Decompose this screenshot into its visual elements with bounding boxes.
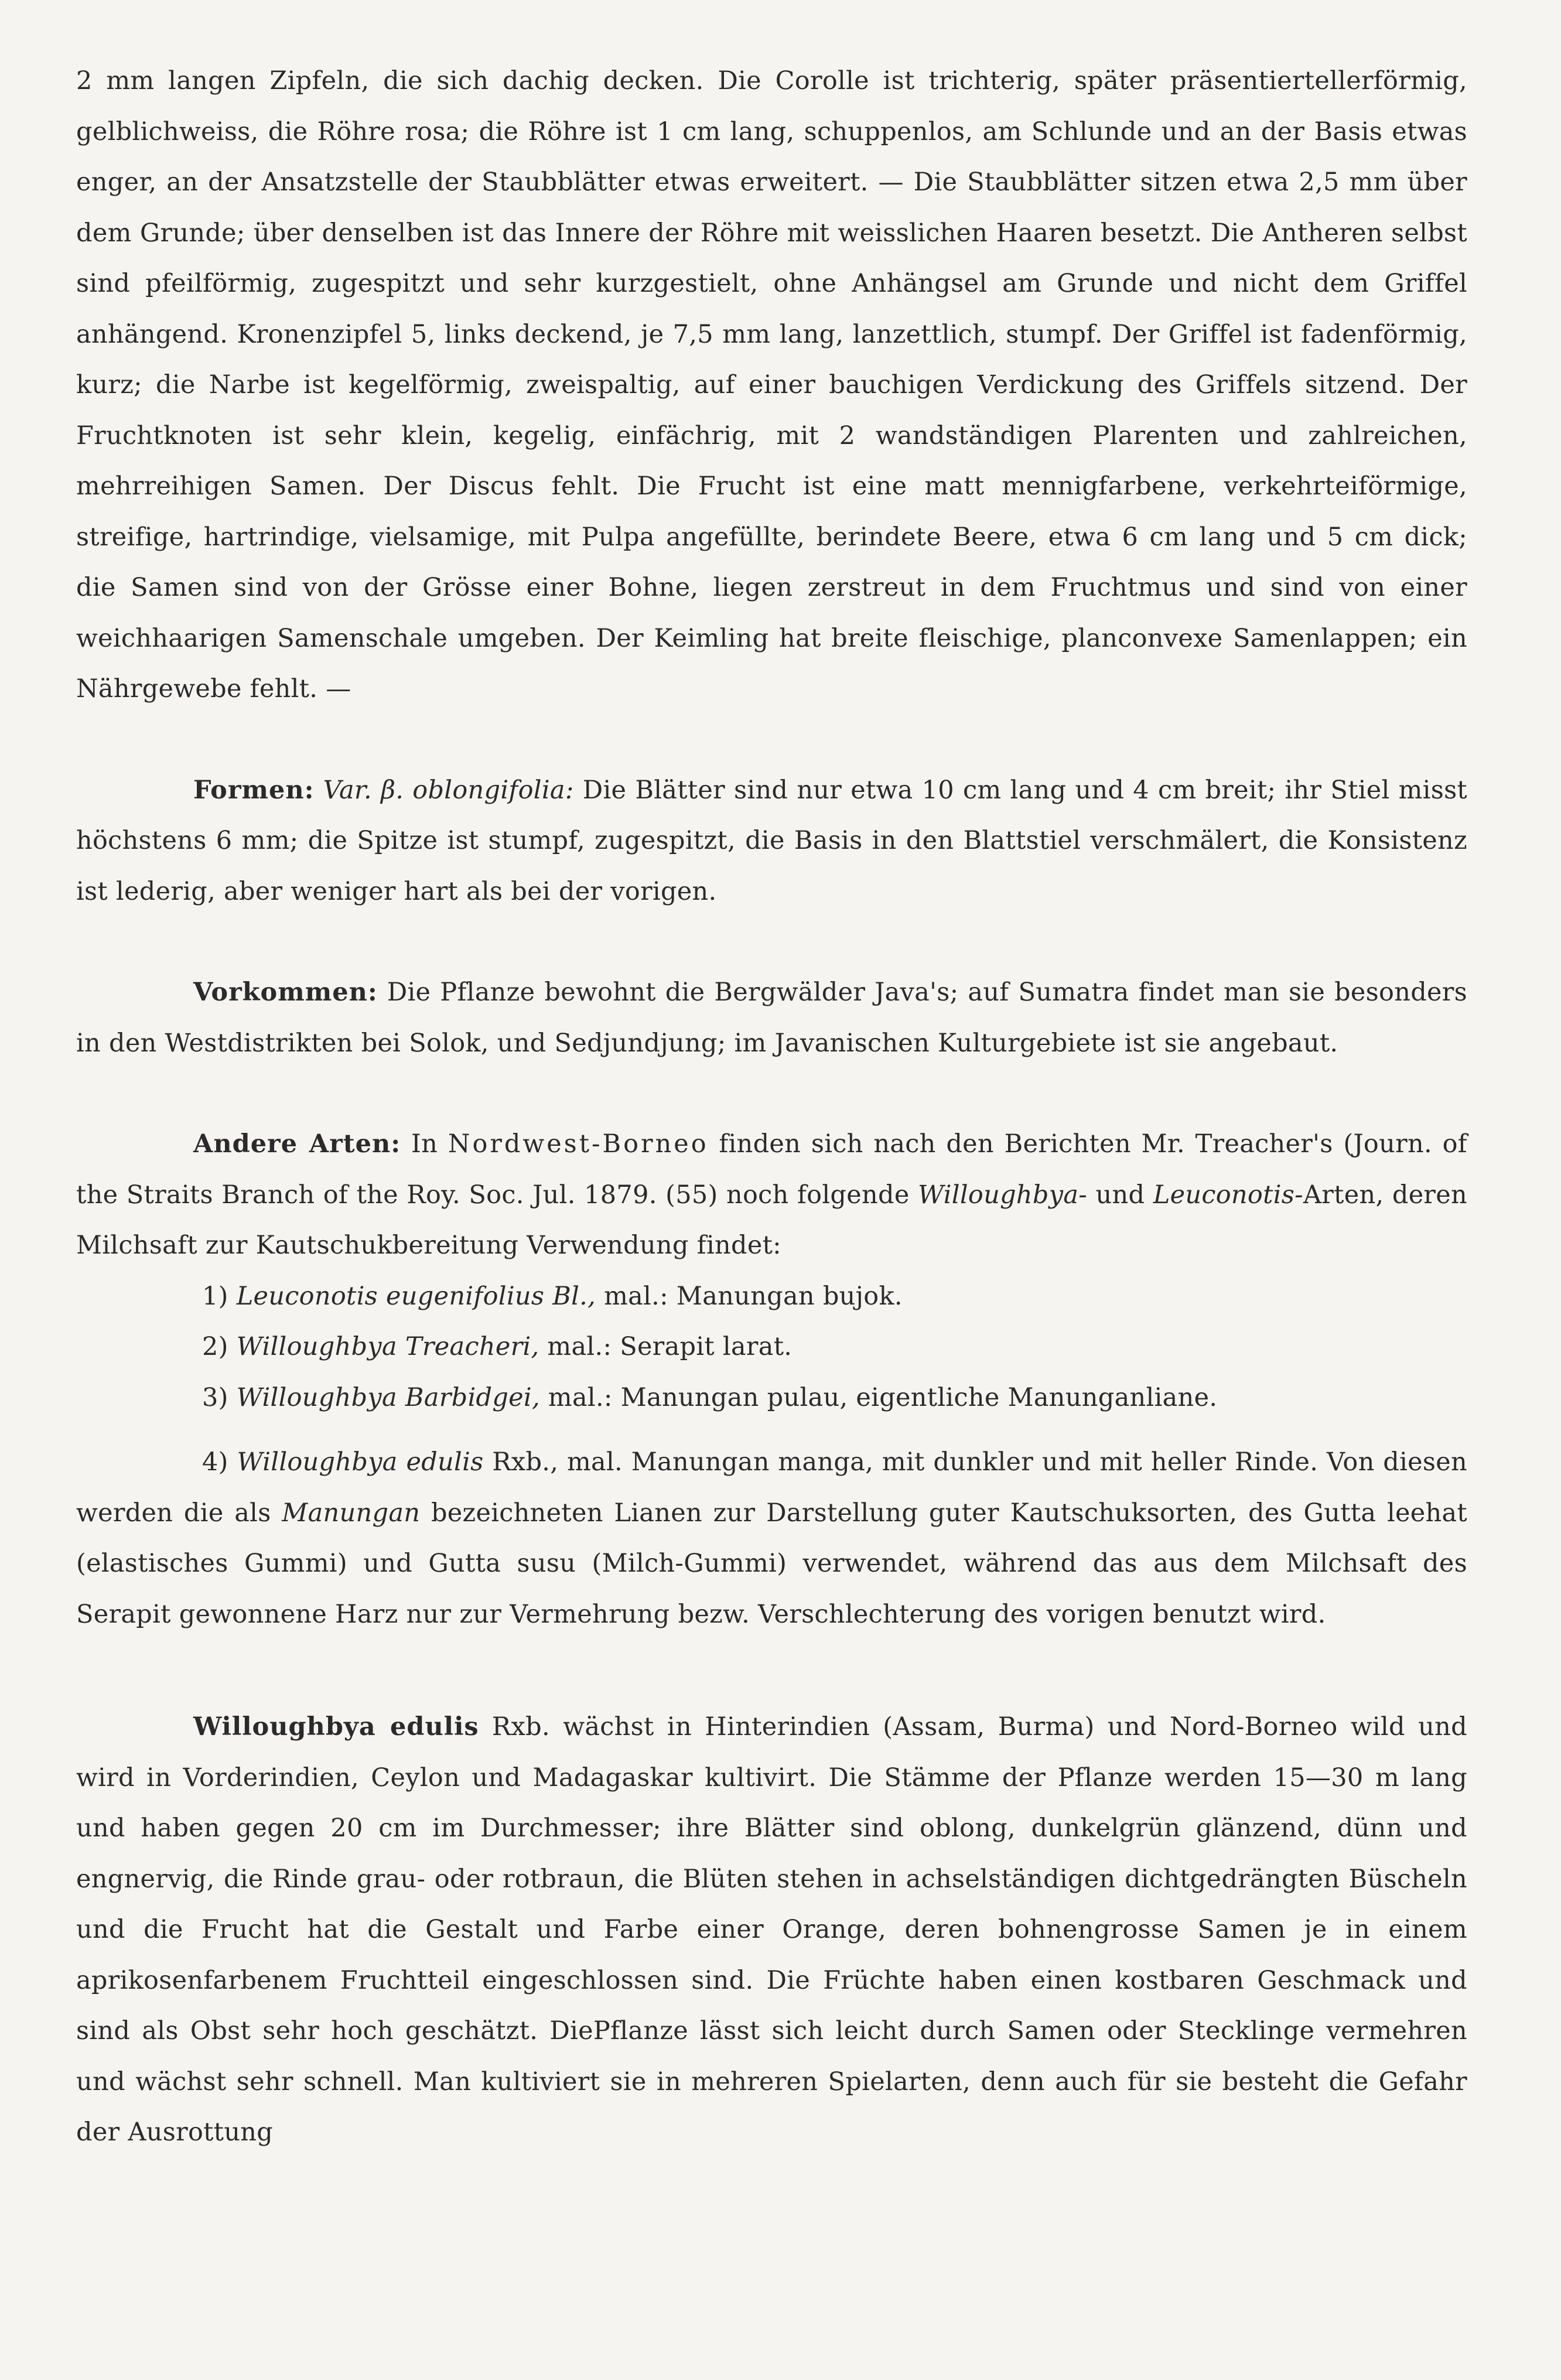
body-text	[76, 56, 1467, 2158]
species-name: Willoughbya Barbidgei,	[236, 1382, 540, 1412]
formen-heading: Formen:	[193, 775, 315, 805]
andere-arten-heading: Andere Arten:	[193, 1129, 401, 1159]
andere-genus-2: Leuconotis-	[1153, 1180, 1303, 1210]
list-number: 4)	[202, 1447, 228, 1477]
species-name: Willoughbya Treacheri,	[236, 1332, 539, 1361]
item4-word: Manungan	[282, 1498, 421, 1528]
andere-place: Nordwest-Borneo	[448, 1129, 709, 1159]
formen-text: Die Blätter sind nur etwa 10 cm lang und 4 cm breit; ihr Stiel misst höchstens 6 mm; die Spitze ist stumpf, zugespitzt, die Basis in den Blattstiel verschmälert, die Konsistenz ist lederig, aber weniger hart als bei der vorigen.	[76, 775, 1468, 906]
vorkommen-paragraph	[76, 967, 1467, 1068]
species-local-name: mal.: Manungan pulau, eigentliche Manunganliane.	[548, 1382, 1218, 1412]
intro-paragraph: 2 mm langen Zipfeln, die sich dachig decken. Die Corolle ist trichterig, später präsentiertellerförmig, gelblichweiss, die Röhre rosa; die Röhre ist 1 cm lang, schuppenlos, am Schlunde und an der Basis etwas enger, an der Ansatzstelle der Staubblätter etwas erweitert. — Die Staubblätter sitzen etwa 2,5 mm über dem Grunde; über denselben ist das Innere der Röhre mit weisslichen Haaren besetzt. Die Antheren selbst sind pfeilförmig, zugespitzt und sehr kurzgestielt, ohne Anhängsel am Grunde und nicht dem Griffel anhängend. Kronenzipfel 5, links deckend, je 7,5 mm lang, lanzettlich, stumpf. Der Griffel ist fadenförmig, kurz; die Narbe ist kegelförmig, zweispaltig, auf einer bauchigen Verdickung des Griffels sitzend. Der Fruchtknoten ist sehr klein, kegelig, einfächrig, mit 2 wandständigen Plarenten und zahlreichen, mehrreihigen Samen. Der Discus fehlt. Die Frucht ist eine matt mennigfarbene, verkehrteiförmige, streifige, hartrindige, vielsamige, mit Pulpa angefüllte, berindete Beere, etwa 6 cm lang und 5 cm dick; die Samen sind von der Grösse einer Bohne, liegen zerstreut in dem Fruchtmus und sind von einer weichhaarigen Samenschale umgeben. Der Keimling hat breite fleischige, planconvexe Samenlappen; ein Nährgewebe fehlt. —	[76, 66, 1467, 704]
list-number: 2)	[202, 1332, 228, 1361]
species-local-name: mal.: Serapit larat.	[547, 1332, 793, 1361]
item4-text-1: Rxb., mal. Manungan manga, mit dunkler und mit heller Rinde. Von diesen werden die als	[76, 1447, 1468, 1528]
willoughbya-paragraph	[76, 1702, 1467, 2158]
willoughbya-heading: Willoughbya edulis	[193, 1712, 479, 1742]
species-list-item-4	[76, 1437, 1467, 1640]
species-name: Leuconotis eugenifolius Bl.,	[236, 1281, 596, 1311]
formen-variety: Var. β. oblongifolia:	[323, 775, 574, 805]
vorkommen-heading: Vorkommen:	[193, 978, 378, 1007]
species-local-name: mal.: Manungan bujok.	[604, 1281, 903, 1311]
species-list-item	[202, 1372, 1467, 1423]
species-list-item	[202, 1322, 1467, 1372]
andere-text-1: In	[411, 1129, 438, 1159]
vorkommen-text: Die Pflanze bewohnt die Bergwälder Java's; auf Sumatra findet man sie besonders in den Westdistrikten bei Solok, und Sedjundjung; im Javanischen Kulturgebiete ist sie angebaut.	[76, 978, 1467, 1058]
species-name: Willoughbya edulis	[237, 1447, 484, 1477]
list-number: 3)	[202, 1382, 228, 1412]
item4-text-2: bezeichneten Lianen zur Darstellung guter Kautschuksorten, des Gutta leehat (elastisches Gummi) und Gutta susu (Milch-Gummi) verwendet, während das aus dem Milchsaft des Serapit gewonnene Harz nur zur Vermehrung bezw. Verschlechterung des vorigen benutzt wird.	[76, 1498, 1468, 1629]
andere-text-3: und	[1095, 1180, 1145, 1210]
species-list-item	[202, 1271, 1467, 1322]
list-number: 1)	[202, 1281, 228, 1311]
andere-genus-1: Willoughbya-	[918, 1180, 1088, 1210]
willoughbya-text: Rxb. wächst in Hinterindien (Assam, Burma) und Nord-Borneo wild und wird in Vorderindien, Ceylon und Madagaskar kultivirt. Die Stämme der Pflanze werden 15—30 m lang und haben gegen 20 cm im Durchmesser; ihre Blätter sind oblong, dunkelgrün glänzend, dünn und engnervig, die Rinde grau- oder rotbraun, die Blüten stehen in achselständigen dichtgedrängten Büscheln und die Frucht hat die Gestalt und Farbe einer Orange, deren bohnengrosse Samen je in einem aprikosenfarbenem Fruchtteil eingeschlossen sind. Die Früchte haben einen kostbaren Geschmack und sind als Obst sehr hoch geschätzt. DiePflanze lässt sich leicht durch Samen oder Stecklinge vermehren und wächst sehr schnell. Man kultiviert sie in mehreren Spielarten, denn auch für sie besteht die Gefahr der Ausrottung	[76, 1712, 1467, 2147]
andere-text-4: Arten, deren Milchsaft zur Kautschukbereitung Verwendung findet:	[76, 1180, 1468, 1260]
andere-arten-paragraph	[76, 1119, 1467, 1271]
andere-text-2: finden sich nach den Berichten Mr. Treacher's (Journ. of the Straits Branch of the Roy. Soc. Jul. 1879. (55) noch folgende	[76, 1129, 1468, 1210]
formen-paragraph	[76, 765, 1467, 917]
